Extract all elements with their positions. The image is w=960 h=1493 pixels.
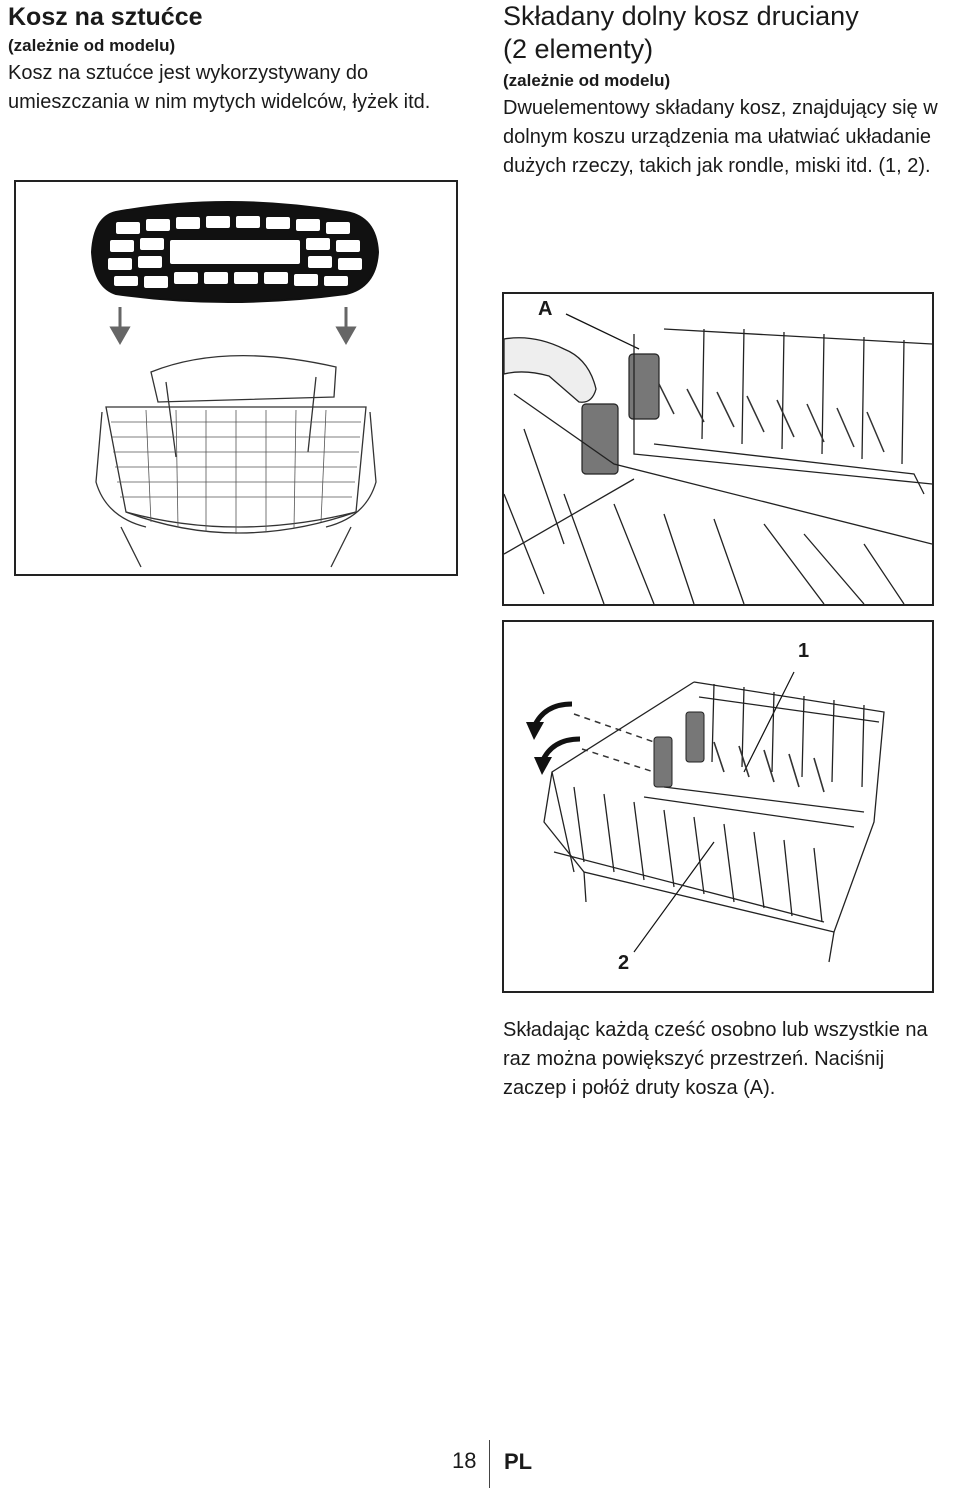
cutlery-basket-section	[8, 2, 458, 117]
cutlery-basket-illustration	[16, 182, 456, 574]
folding-instruction-text: Składając każdą cześć osobno lub wszystkie na raz można powiększyć przestrzeń. Naciśnij zaczep i połóż druty kosza (A).	[503, 1019, 928, 1099]
rack-callout-2: 2	[618, 952, 630, 974]
detail-callout-a: A	[538, 298, 553, 320]
folding-rack-description: Dwuelementowy składany kosz, znajdujący się w dolnym koszu urządzenia ma ułatwiać układanie dużych rzeczy, takich jak rondle, miski itd. (1, 2).	[503, 97, 938, 177]
folding-rack-title-line1: Składany dolny kosz druciany	[503, 1, 859, 31]
cutlery-basket-figure	[14, 180, 458, 576]
cutlery-basket-subtitle: (zależnie od modelu)	[8, 36, 176, 55]
page-footer	[0, 1440, 960, 1490]
rack-callout-1: 1	[798, 640, 810, 662]
language-code: PL	[504, 1449, 533, 1474]
folding-rack-section	[503, 0, 943, 181]
folding-rack-illustration	[504, 622, 932, 991]
cutlery-basket-description: Kosz na sztućce jest wykorzystywany do umieszczania w nim mytych widelców, łyżek itd.	[8, 62, 431, 113]
folding-rack-figure	[502, 620, 934, 993]
folding-instruction	[503, 1016, 943, 1103]
folding-rack-title	[503, 0, 943, 66]
folding-rack-title-line2: (2 elementy)	[503, 34, 654, 64]
rack-clip-detail-figure	[502, 292, 934, 606]
folding-rack-subtitle: (zależnie od modelu)	[503, 71, 671, 90]
cutlery-basket-title: Kosz na sztućce	[8, 3, 203, 31]
page-number: 18	[452, 1448, 477, 1473]
footer-divider	[489, 1440, 490, 1488]
rack-clip-detail-illustration	[504, 294, 932, 604]
